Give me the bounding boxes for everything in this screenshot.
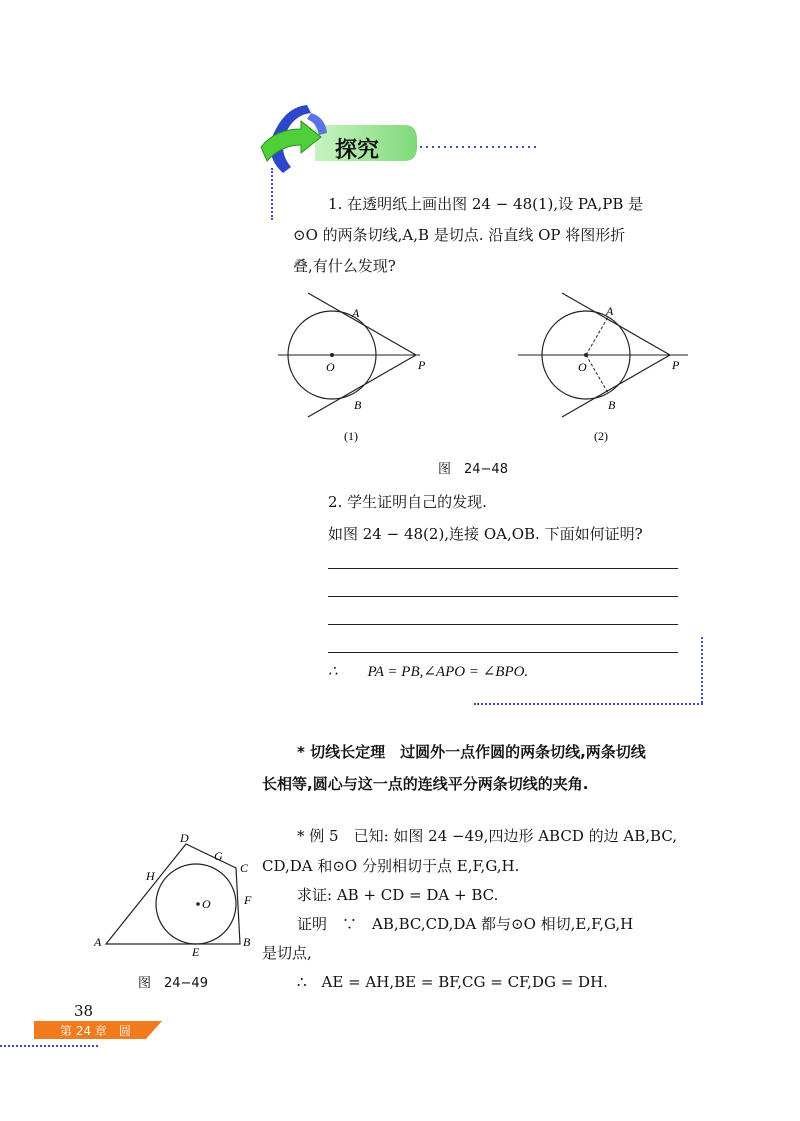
example-line6: ∴ AE = AH,BE = BF,CG = CF,DG = DH. (297, 973, 608, 991)
fig49-label-A: A (94, 935, 102, 949)
subcaption-1: (1) (344, 429, 358, 443)
example-line4: 证明 ∵ AB,BC,CD,DA 都与⊙O 相切,E,F,G,H (297, 915, 634, 933)
label-A-2: A (606, 304, 614, 318)
label-P-1: P (418, 358, 426, 372)
label-B-2: B (608, 398, 616, 412)
fig49-label-B: B (243, 935, 251, 949)
answer-line-2 (328, 596, 678, 597)
fig49-label-H: H (146, 869, 155, 883)
item1-line1: 1. 在透明纸上画出图 24 − 48(1),设 PA,PB 是 (328, 195, 644, 213)
theorem-line1: * 切线长定理 过圆外一点作圆的两条切线,两条切线 (297, 743, 646, 761)
figure-24-48-panel-1 (278, 293, 426, 443)
example-line1: * 例 5 已知: 如图 24 −49,四边形 ABCD 的边 AB,BC, (297, 827, 678, 845)
chapter-tab (34, 1021, 162, 1039)
page-number: 38 (74, 1002, 94, 1020)
label-O-1: O (326, 360, 335, 374)
footer-dotted-line (0, 1045, 98, 1047)
explore-logo-icon (255, 95, 555, 185)
theorem-line2: 长相等,圆心与这一点的连线平分两条切线的夹角. (262, 775, 589, 793)
figure-24-49 (88, 832, 268, 962)
answer-line-1 (328, 568, 678, 569)
fig49-label-C: C (240, 861, 249, 875)
label-B-1: B (354, 398, 362, 412)
label-P-2: P (672, 358, 680, 372)
answer-line-4 (328, 652, 678, 653)
fig49-label-F: F (244, 893, 252, 907)
dotted-divider (271, 168, 273, 220)
section-header (255, 95, 555, 185)
subcaption-2: (2) (594, 429, 608, 443)
item1-line2: ⊙O 的两条切线,A,B 是切点. 沿直线 OP 将图形折 (293, 226, 626, 244)
example-line3: 求证: AB + CD = DA + BC. (297, 886, 499, 904)
item1-line3: 叠,有什么发现? (293, 257, 396, 275)
dotted-frame-right (701, 637, 703, 703)
fig49-label-E: E (192, 945, 200, 959)
label-A-1: A (352, 306, 360, 320)
figure-24-48-caption: 图 24−48 (438, 462, 508, 477)
fig49-label-O: O (202, 897, 211, 911)
example-line2: CD,DA 和⊙O 分别相切于点 E,F,G,H. (262, 857, 520, 875)
figure-24-48 (270, 285, 700, 450)
chapter-label: 第 24 章 圆 (60, 1024, 131, 1038)
item2-line1: 2. 学生证明自己的发现. (328, 493, 487, 511)
answer-line-3 (328, 624, 678, 625)
figure-24-48-panel-2 (518, 293, 688, 443)
fig49-label-D: D (180, 832, 189, 845)
section-title: 探究 (335, 138, 380, 163)
conclusion: ∴ PA = PB,∠APO = ∠BPO. (328, 664, 529, 680)
label-O-2: O (578, 360, 587, 374)
example-line5: 是切点, (262, 944, 312, 962)
fig49-label-G: G (214, 849, 223, 863)
figure-24-49-caption: 图 24−49 (138, 976, 208, 991)
item2-line2: 如图 24 − 48(2),连接 OA,OB. 下面如何证明? (328, 525, 643, 543)
dotted-frame-bottom (474, 703, 703, 705)
